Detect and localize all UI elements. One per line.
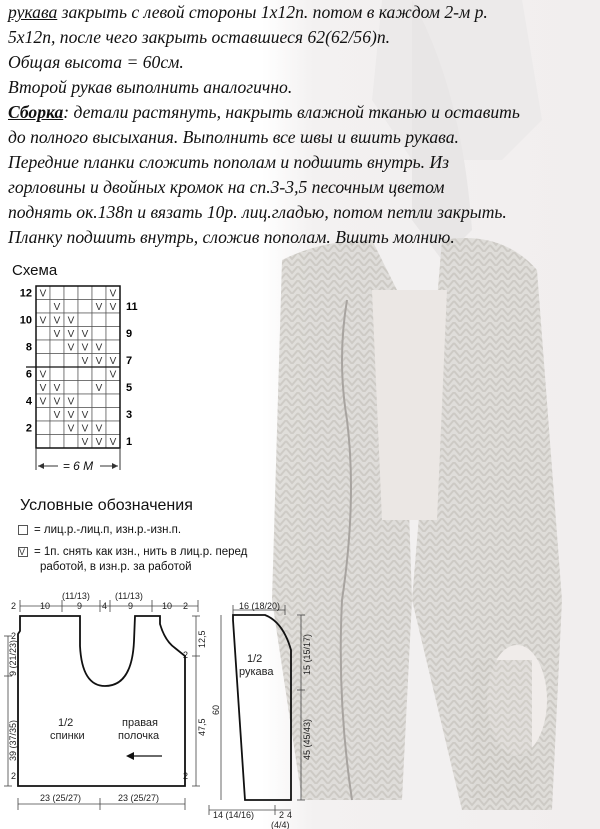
chart-cell bbox=[64, 354, 78, 368]
slip-stitch-mark: V bbox=[53, 383, 61, 394]
dim-right-47-5: 47,5 bbox=[197, 718, 207, 736]
legend-item-slip-cont: работой, в изн.р. за работой bbox=[40, 561, 192, 573]
line-2: 5х12п, после чего закрыть оставшиеся 62(62/56)п. bbox=[8, 27, 391, 47]
line-8: горловины и двойных кромок на сп.3-3,5 песочным цветом bbox=[8, 177, 445, 197]
legend-item-slip-text-1: = 1п. снять как изн., нить в лиц.р. перед bbox=[34, 546, 248, 558]
chart-cell bbox=[36, 421, 50, 435]
v-symbol: V bbox=[19, 546, 26, 557]
sleeve-dim-left-60: 60 bbox=[211, 704, 221, 715]
sleeve-dim-bottom-2: 2 bbox=[279, 810, 285, 820]
sleeve-dim-right-15: 15 (15/17) bbox=[302, 633, 312, 675]
legend-item-plain bbox=[18, 523, 181, 537]
back-label-half: 1/2 bbox=[58, 717, 74, 729]
slip-stitch-mark: V bbox=[67, 423, 75, 435]
chart-cell bbox=[92, 394, 106, 408]
v-cell-icon bbox=[18, 547, 28, 557]
slip-stitch-mark: V bbox=[67, 329, 75, 340]
chart-cell bbox=[64, 286, 78, 300]
chart-cell bbox=[64, 435, 78, 449]
row-label-left: 6 bbox=[25, 368, 32, 381]
front-label-1: правая bbox=[122, 717, 158, 729]
line-1-rest: закрыть с левой стороны 1х12п. потом в каждом 2-м р. bbox=[57, 2, 488, 22]
mark-2-mid-right: 2 bbox=[183, 650, 189, 660]
slip-stitch-mark: V bbox=[67, 315, 75, 327]
chart-cell bbox=[78, 286, 92, 300]
slip-stitch-mark: V bbox=[39, 288, 47, 300]
chart-cell bbox=[36, 354, 50, 368]
slip-stitch-mark: V bbox=[95, 342, 103, 354]
body-outline bbox=[18, 616, 185, 786]
chart-cell bbox=[92, 327, 106, 341]
back-label: спинки bbox=[50, 730, 85, 742]
chart-cell bbox=[36, 435, 50, 449]
dim-top-11-13a: (11/13) bbox=[62, 591, 90, 601]
chart-grid bbox=[26, 286, 120, 448]
slip-stitch-mark: V bbox=[39, 315, 47, 327]
chart-cell bbox=[50, 367, 64, 381]
row-label-right: 7 bbox=[126, 355, 133, 367]
line-5 bbox=[8, 100, 592, 125]
slip-stitch-mark: V bbox=[53, 315, 61, 327]
slip-stitch-mark: V bbox=[109, 302, 117, 313]
slip-stitch-mark: V bbox=[67, 342, 75, 354]
chart-cell bbox=[78, 313, 92, 327]
sleeve-word: рукава bbox=[8, 2, 58, 22]
assembly-label: Сборка bbox=[8, 102, 64, 122]
row-label-right: 1 bbox=[126, 436, 133, 448]
mark-2-top-right: 2 bbox=[183, 601, 189, 611]
slip-stitch-mark: V bbox=[95, 423, 103, 435]
dim-right-12-5: 12,5 bbox=[197, 630, 207, 648]
repeat-label: = 6 М bbox=[62, 459, 94, 473]
sleeve-dim-bottom-4: (4/4) bbox=[271, 820, 290, 829]
chart-cell bbox=[92, 408, 106, 422]
chart-cell bbox=[64, 367, 78, 381]
line-7: Передние планки сложить пополам и подшить внутрь. Из bbox=[8, 152, 450, 172]
sleeve-dim-right-45: 45 (45/43) bbox=[302, 718, 312, 760]
chart-cell bbox=[50, 421, 64, 435]
row-label-left: 8 bbox=[25, 341, 32, 354]
chart-cell bbox=[50, 435, 64, 449]
legend-title: Условные обозначения bbox=[20, 497, 193, 514]
chart-cell bbox=[92, 286, 106, 300]
slip-stitch-mark: V bbox=[39, 369, 47, 381]
sleeve-mark-4: 4 bbox=[287, 810, 293, 820]
sleeve-dim-bottom-14: 14 (14/16) bbox=[213, 810, 255, 820]
chart-cell bbox=[78, 394, 92, 408]
knitting-chart bbox=[0, 280, 150, 480]
chart-cell bbox=[92, 313, 106, 327]
line-3: Общая высота = 60см. bbox=[8, 52, 184, 72]
chart-cell bbox=[64, 381, 78, 395]
row-label-left: 10 bbox=[19, 314, 32, 327]
slip-stitch-mark: V bbox=[109, 437, 117, 448]
dim-top-10b: 10 bbox=[162, 601, 173, 611]
slip-stitch-mark: V bbox=[39, 396, 47, 408]
chart-cell bbox=[36, 340, 50, 354]
line-6: до полного высыхания. Выполнить все швы и вшить рукава. bbox=[8, 127, 459, 147]
sleeve-label-half: 1/2 bbox=[247, 653, 263, 665]
slip-stitch-mark: V bbox=[109, 369, 117, 381]
chart-cell bbox=[106, 394, 120, 408]
slip-stitch-mark: V bbox=[95, 302, 103, 313]
chart-cell bbox=[36, 408, 50, 422]
sleeve-label: рукава bbox=[239, 666, 274, 678]
chart-cell bbox=[106, 408, 120, 422]
chart-cell bbox=[106, 381, 120, 395]
row-label-right: 9 bbox=[126, 328, 133, 340]
dim-left-39: 39 (37/35) bbox=[8, 719, 18, 761]
chart-cell bbox=[50, 354, 64, 368]
chart-cell bbox=[78, 367, 92, 381]
chart-cell bbox=[92, 367, 106, 381]
legend-item-plain-text: = лиц.р.-лиц.п, изн.р.-изн.п. bbox=[34, 524, 182, 536]
chart-cell bbox=[50, 286, 64, 300]
chart-cell bbox=[106, 421, 120, 435]
mark-2-top-left: 2 bbox=[11, 601, 17, 611]
dim-bottom-23a: 23 (25/27) bbox=[40, 793, 82, 803]
row-label-left: 12 bbox=[19, 287, 32, 300]
chart-right-labels bbox=[126, 301, 138, 448]
slip-stitch-mark: V bbox=[95, 437, 103, 448]
chart-cell bbox=[78, 300, 92, 314]
slip-stitch-mark: V bbox=[81, 423, 89, 435]
chart-cell bbox=[64, 300, 78, 314]
sleeve-dim-top: 16 (18/20) bbox=[239, 601, 281, 611]
front-label-2: полочка bbox=[118, 730, 160, 742]
chart-cell bbox=[106, 340, 120, 354]
dim-top-10a: 10 bbox=[40, 601, 51, 611]
dim-top-9a: 9 bbox=[77, 601, 83, 611]
slip-stitch-mark: V bbox=[95, 383, 103, 394]
slip-stitch-mark: V bbox=[53, 329, 61, 340]
mark-2-mid-left: 2 bbox=[11, 631, 17, 641]
slip-stitch-mark: V bbox=[67, 410, 75, 421]
slip-stitch-mark: V bbox=[81, 329, 89, 340]
dim-bottom-23b: 23 (25/27) bbox=[118, 793, 160, 803]
instruction-text bbox=[8, 0, 592, 250]
dim-left-9: 9 (21/23) bbox=[8, 639, 18, 676]
row-label-left: 4 bbox=[25, 395, 32, 408]
dim-top-4: 4 bbox=[102, 601, 108, 611]
chart-cell bbox=[36, 300, 50, 314]
slip-stitch-mark: V bbox=[81, 437, 89, 448]
slip-stitch-mark: V bbox=[109, 356, 117, 367]
row-label-right: 3 bbox=[126, 409, 133, 421]
slip-stitch-mark: V bbox=[53, 410, 61, 421]
chart-cell bbox=[50, 340, 64, 354]
slip-stitch-mark: V bbox=[109, 288, 117, 300]
sleeve-outline bbox=[233, 615, 291, 800]
schema-title: Схема bbox=[12, 262, 58, 279]
mark-2-bottom-right: 2 bbox=[183, 771, 189, 781]
slip-stitch-mark: V bbox=[81, 410, 89, 421]
line-10: Планку подшить внутрь, сложив пополам. Вшить молнию. bbox=[8, 227, 455, 247]
chart-cell bbox=[36, 327, 50, 341]
dim-top-9b: 9 bbox=[128, 601, 134, 611]
mark-2-bottom-left: 2 bbox=[11, 771, 17, 781]
dim-top-11-13b: (11/13) bbox=[115, 591, 143, 601]
row-label-right: 11 bbox=[126, 301, 138, 313]
chart-cell bbox=[106, 313, 120, 327]
line-4: Второй рукав выполнить аналогично. bbox=[8, 77, 293, 97]
line-9: поднять ок.138п и вязать 10р. лиц.гладью, потом петли закрыть. bbox=[8, 202, 507, 222]
line-5-rest: : детали растянуть, накрыть влажной тканью и оставить bbox=[63, 102, 520, 122]
slip-stitch-mark: V bbox=[67, 396, 75, 408]
line-1 bbox=[8, 0, 592, 25]
sleeve-pattern bbox=[205, 600, 320, 829]
empty-cell-icon bbox=[18, 525, 28, 535]
slip-stitch-mark: V bbox=[53, 302, 61, 313]
row-label-left: 2 bbox=[25, 422, 32, 435]
arrow-left-icon bbox=[126, 752, 134, 760]
slip-stitch-mark: V bbox=[39, 383, 47, 394]
chart-cell bbox=[106, 327, 120, 341]
body-pattern bbox=[0, 586, 220, 829]
slip-stitch-mark: V bbox=[95, 356, 103, 367]
slip-stitch-mark: V bbox=[81, 342, 89, 354]
legend-item-slip bbox=[18, 545, 247, 559]
chart-cell bbox=[78, 381, 92, 395]
slip-stitch-mark: V bbox=[81, 356, 89, 367]
chart-left-labels bbox=[20, 288, 33, 435]
row-label-right: 5 bbox=[126, 382, 133, 394]
slip-stitch-mark: V bbox=[53, 396, 61, 408]
